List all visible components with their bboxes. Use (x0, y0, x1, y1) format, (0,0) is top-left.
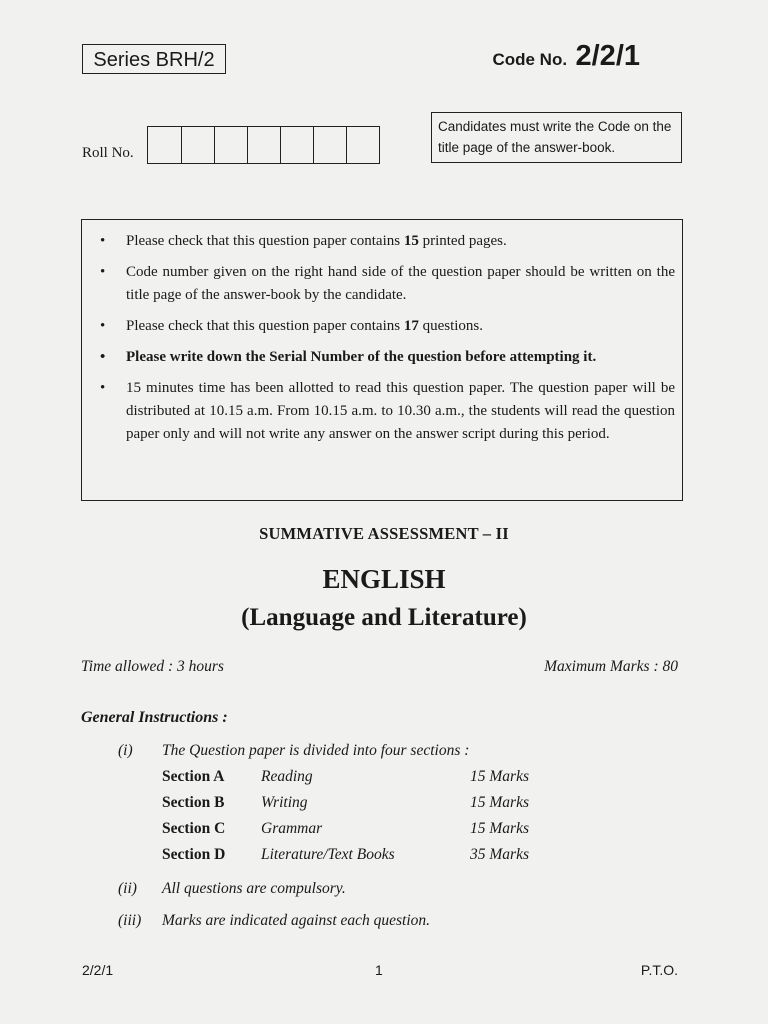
bullet-icon: • (100, 233, 106, 249)
section-label: Section A (162, 768, 225, 785)
bullet-icon: • (100, 264, 106, 280)
instructions-box (81, 219, 683, 501)
instruction-text: Please check that this question paper contains 17 questions. (126, 318, 484, 334)
roll-number-cell[interactable] (148, 127, 181, 163)
maximum-marks: Maximum Marks : 80 (544, 658, 678, 675)
instruction-item (82, 346, 682, 369)
instruction-item (82, 377, 682, 446)
series-label: Series BRH/2 (82, 44, 226, 74)
emphasized-number: 17 (403, 318, 419, 334)
section-label: Section D (162, 846, 226, 863)
code-value: 2/2/1 (575, 40, 640, 72)
roll-number-cell[interactable] (214, 127, 247, 163)
instruction-item (82, 230, 682, 253)
section-marks: 35 Marks (470, 846, 529, 863)
roll-number-boxes[interactable] (147, 126, 380, 164)
candidate-code-note: Candidates must write the Code on the title page of the answer-book. (431, 112, 682, 163)
general-instructions-title: General Instructions : (81, 709, 228, 726)
instruction-number: (ii) (118, 880, 137, 897)
instruction-text: Marks are indicated against each question. (162, 912, 431, 929)
roll-number-cell[interactable] (181, 127, 214, 163)
roll-number-cell[interactable] (313, 127, 346, 163)
bullet-icon: • (100, 349, 106, 365)
section-name: Literature/Text Books (261, 846, 395, 863)
instruction-item (82, 315, 682, 338)
instruction-number: (iii) (118, 912, 142, 929)
instruction-number: (i) (118, 742, 133, 759)
footer-code: 2/2/1 (82, 962, 114, 978)
section-name: Reading (261, 768, 313, 785)
subject-subtitle: (Language and Literature) (241, 604, 527, 631)
roll-number-cell[interactable] (280, 127, 313, 163)
instruction-item (82, 261, 682, 307)
bullet-icon: • (100, 380, 106, 396)
instructions-list (82, 230, 682, 446)
pto-label: P.T.O. (640, 962, 678, 978)
instruction-text: Please check that this question paper contains 15 printed pages. (126, 233, 507, 249)
emphasized-number: 15 (403, 233, 419, 249)
page-number: 1 (375, 962, 383, 978)
time-allowed: Time allowed : 3 hours (81, 658, 224, 675)
roll-number-label: Roll No. (82, 145, 134, 161)
section-name: Writing (261, 794, 308, 811)
roll-number-cell[interactable] (247, 127, 280, 163)
instruction-text: Code number given on the right hand side of the question paper should be written on the title page of the answer-book by the candidate. (126, 264, 675, 303)
subject-title: ENGLISH (322, 564, 446, 594)
instruction-text: All questions are compulsory. (162, 880, 346, 897)
roll-number-cell[interactable] (346, 127, 379, 163)
section-marks: 15 Marks (470, 820, 529, 837)
code-number (492, 40, 640, 73)
bullet-icon: • (100, 318, 106, 334)
instruction-text: Please write down the Serial Number of the question before attempting it. (126, 349, 597, 365)
section-label: Section C (162, 820, 226, 837)
code-label: Code No. (492, 50, 568, 69)
instruction-text: The Question paper is divided into four sections : (162, 742, 470, 759)
section-name: Grammar (261, 820, 323, 837)
section-marks: 15 Marks (470, 768, 529, 785)
section-marks: 15 Marks (470, 794, 529, 811)
assessment-title: SUMMATIVE ASSESSMENT – II (259, 524, 509, 543)
instruction-text: 15 minutes time has been allotted to read this question paper. The question paper will be distributed at 10.15 a.m. From 10.15 a.m. to 10.30 a.m., the students will read the question paper only and will not write any answer on the answer script during this period. (126, 380, 675, 442)
section-label: Section B (162, 794, 225, 811)
